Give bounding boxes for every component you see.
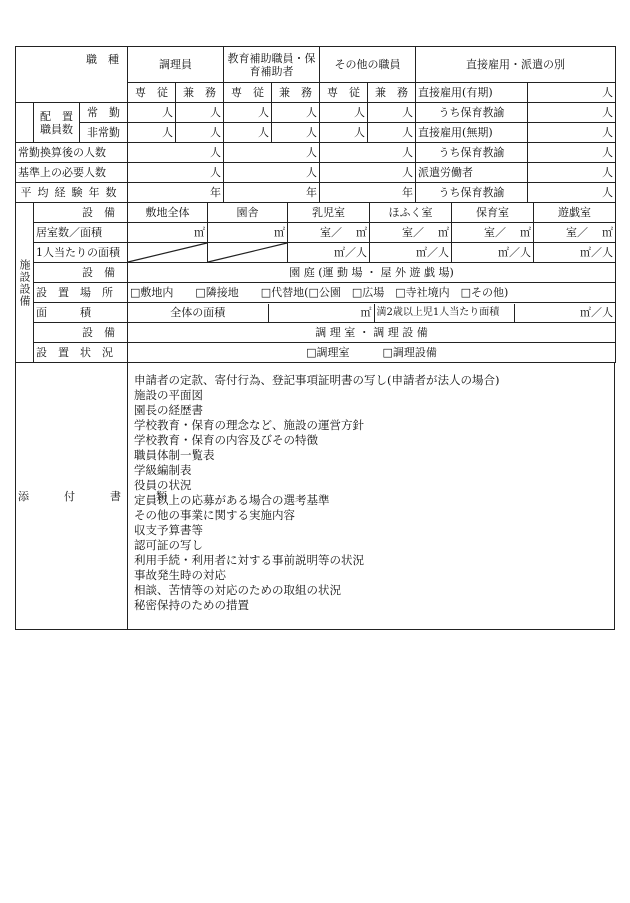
unit: 室／ — [402, 226, 424, 239]
col-infant-room: 乳児室 — [288, 203, 370, 223]
cell[interactable]: ㎡／人 — [370, 243, 452, 263]
cell[interactable]: 人 — [320, 103, 368, 123]
attachment-items — [134, 373, 608, 613]
cook-concurrent: 兼 務 — [176, 83, 224, 103]
job-type-header: 職 種 — [16, 47, 128, 103]
col-play-room: 遊戯室 — [534, 203, 616, 223]
kitchen-options[interactable]: □調理室 □調理設備 — [128, 343, 616, 363]
attachment-item: 相談、苦情等の対応のための取組の状況 — [134, 583, 341, 597]
cell[interactable]: 人 — [128, 123, 176, 143]
attachment-item: 学校教育・保育の理念など、施設の運営方針 — [134, 418, 364, 432]
attachment-item: 施設の平面図 — [134, 388, 203, 402]
col-crawl-room: ほふく室 — [370, 203, 452, 223]
cell[interactable]: 年 — [320, 183, 416, 203]
cell[interactable]: 人 — [224, 163, 320, 183]
diagonal-cell — [208, 243, 288, 263]
attachments-list — [128, 363, 615, 630]
other-full: 専 従 — [320, 83, 368, 103]
emp-fixed-value[interactable]: 人 — [528, 83, 616, 103]
cell[interactable]: 年 — [224, 183, 320, 203]
attachment-item: 職員体制一覧表 — [134, 448, 215, 462]
col-building: 園舎 — [208, 203, 288, 223]
equipment-label: 設 備 — [34, 203, 128, 223]
cell[interactable] — [534, 223, 616, 243]
facility-table — [15, 202, 616, 363]
cell[interactable]: 人 — [176, 103, 224, 123]
unit: ㎡ — [602, 226, 613, 239]
cell[interactable]: 人 — [224, 123, 272, 143]
attachment-item: 役員の状況 — [134, 478, 192, 492]
col-cook: 調理員 — [128, 47, 224, 83]
cell[interactable]: 人 — [128, 163, 224, 183]
cook-full: 専 従 — [128, 83, 176, 103]
cell[interactable]: 人 — [528, 183, 616, 203]
col-site-total: 敷地全体 — [128, 203, 208, 223]
cell[interactable]: ㎡／人 — [452, 243, 534, 263]
area-subtable — [128, 304, 615, 322]
cell[interactable]: 人 — [272, 123, 320, 143]
incl-teacher-label: うち保育教諭 — [416, 143, 528, 163]
converted-label: 常勤換算後の人数 — [16, 143, 128, 163]
garden-header: 園 庭 (運 動 場 ・ 屋 外 遊 戯 場) — [128, 263, 616, 283]
cell[interactable]: 人 — [176, 123, 224, 143]
required-label: 基準上の必要人数 — [16, 163, 128, 183]
cell[interactable]: 人 — [128, 103, 176, 123]
emp-unlimited-label: 直接雇用(無期) — [416, 123, 528, 143]
cell[interactable]: ㎡ — [208, 223, 288, 243]
cell[interactable]: 人 — [320, 143, 416, 163]
unit: 室／ — [566, 226, 588, 239]
diagonal-cell — [128, 243, 208, 263]
location-label: 設 置 場 所 — [34, 283, 128, 303]
area-row — [128, 303, 616, 323]
rooms-area-label: 居室数／面積 — [34, 223, 128, 243]
avg-exp-label: 平均経験年数 — [16, 183, 128, 203]
location-options[interactable]: □敷地内 □隣接地 □代替地(□公園 □広場 □寺社境内 □その他) — [128, 283, 616, 303]
unit: ㎡ — [356, 226, 367, 239]
fulltime-label: 常 勤 — [80, 103, 128, 123]
area-label: 面 積 — [34, 303, 128, 323]
edu-full: 専 従 — [224, 83, 272, 103]
attachment-item: 学級編制表 — [134, 463, 192, 477]
cell[interactable]: ㎡／人 — [534, 243, 616, 263]
per-person-area-label: 1人当たりの面積 — [34, 243, 128, 263]
kitchen-header: 調 理 室 ・ 調 理 設 備 — [128, 323, 616, 343]
attachments-label: 添 付 書 類 — [16, 363, 128, 630]
parttime-label: 非常勤 — [80, 123, 128, 143]
facility-side-label: 施設設備 — [16, 203, 34, 363]
attachment-item: 定員以上の応募がある場合の選考基準 — [134, 493, 330, 507]
unit: ㎡ — [520, 226, 531, 239]
unit: ㎡ — [438, 226, 449, 239]
cell[interactable]: 人 — [128, 143, 224, 163]
col-edu-assistant: 教育補助職員・保育補助者 — [224, 47, 320, 83]
attachment-item: 収支予算書等 — [134, 523, 203, 537]
cell[interactable] — [452, 223, 534, 243]
attachment-item: 事故発生時の対応 — [134, 568, 226, 582]
cell[interactable]: 人 — [528, 163, 616, 183]
placement-label: 配 置 職員数 — [34, 103, 80, 143]
cell[interactable]: 人 — [368, 103, 416, 123]
cell[interactable]: 人 — [320, 123, 368, 143]
equipment-label: 設 備 — [34, 263, 128, 283]
emp-fixed-label: 直接雇用(有期) — [416, 83, 528, 103]
attachment-item: 学校教育・保育の内容及びその特徴 — [134, 433, 318, 447]
attachment-item: 申請者の定款、寄付行為、登記事項証明書の写し(申請者が法人の場合) — [134, 373, 500, 387]
cell[interactable]: 人 — [272, 103, 320, 123]
col-nursery-room: 保育室 — [452, 203, 534, 223]
total-area-value[interactable]: ㎡ — [268, 304, 374, 322]
col-other-staff: その他の職員 — [320, 47, 416, 83]
age2-area-value[interactable]: ㎡／人 — [580, 306, 613, 319]
cell[interactable]: 人 — [528, 123, 616, 143]
attachment-item: 利用手続・利用者に対する事前説明等の状況 — [134, 553, 364, 567]
incl-teacher-label: うち保育教諭 — [416, 103, 528, 123]
cell[interactable]: ㎡／人 — [288, 243, 370, 263]
cell[interactable]: 人 — [368, 123, 416, 143]
emp-dispatch-label: 派遣労働者 — [416, 163, 528, 183]
cell[interactable]: ㎡ — [128, 223, 208, 243]
cell[interactable]: 人 — [528, 103, 616, 123]
attachment-item: その他の事業に関する実施内容 — [134, 508, 295, 522]
col-employment-type: 直接雇用・派遣の別 — [416, 47, 616, 83]
attachment-item: 園長の経歴書 — [134, 403, 203, 417]
total-area-label: 全体の面積 — [128, 304, 268, 322]
cell[interactable]: 人 — [320, 163, 416, 183]
age2-area-label: 満2歳以上児1人当たり面積 — [374, 304, 514, 322]
cell[interactable] — [288, 223, 370, 243]
edu-concurrent: 兼 務 — [272, 83, 320, 103]
cell[interactable]: 人 — [528, 143, 616, 163]
unit: 室／ — [484, 226, 506, 239]
attachments-table — [15, 362, 615, 630]
incl-teacher-label: うち保育教諭 — [416, 183, 528, 203]
cell[interactable]: 人 — [224, 103, 272, 123]
other-concurrent: 兼 務 — [368, 83, 416, 103]
attachment-item: 認可証の写し — [134, 538, 203, 552]
staff-table — [15, 46, 616, 203]
equipment-label: 設 備 — [34, 323, 128, 343]
install-status-label: 設 置 状 況 — [34, 343, 128, 363]
application-form — [15, 46, 615, 630]
cell[interactable]: 人 — [224, 143, 320, 163]
unit: 室／ — [320, 226, 342, 239]
cell[interactable] — [370, 223, 452, 243]
attachment-item: 秘密保持のための措置 — [134, 598, 249, 612]
cell[interactable]: 年 — [128, 183, 224, 203]
